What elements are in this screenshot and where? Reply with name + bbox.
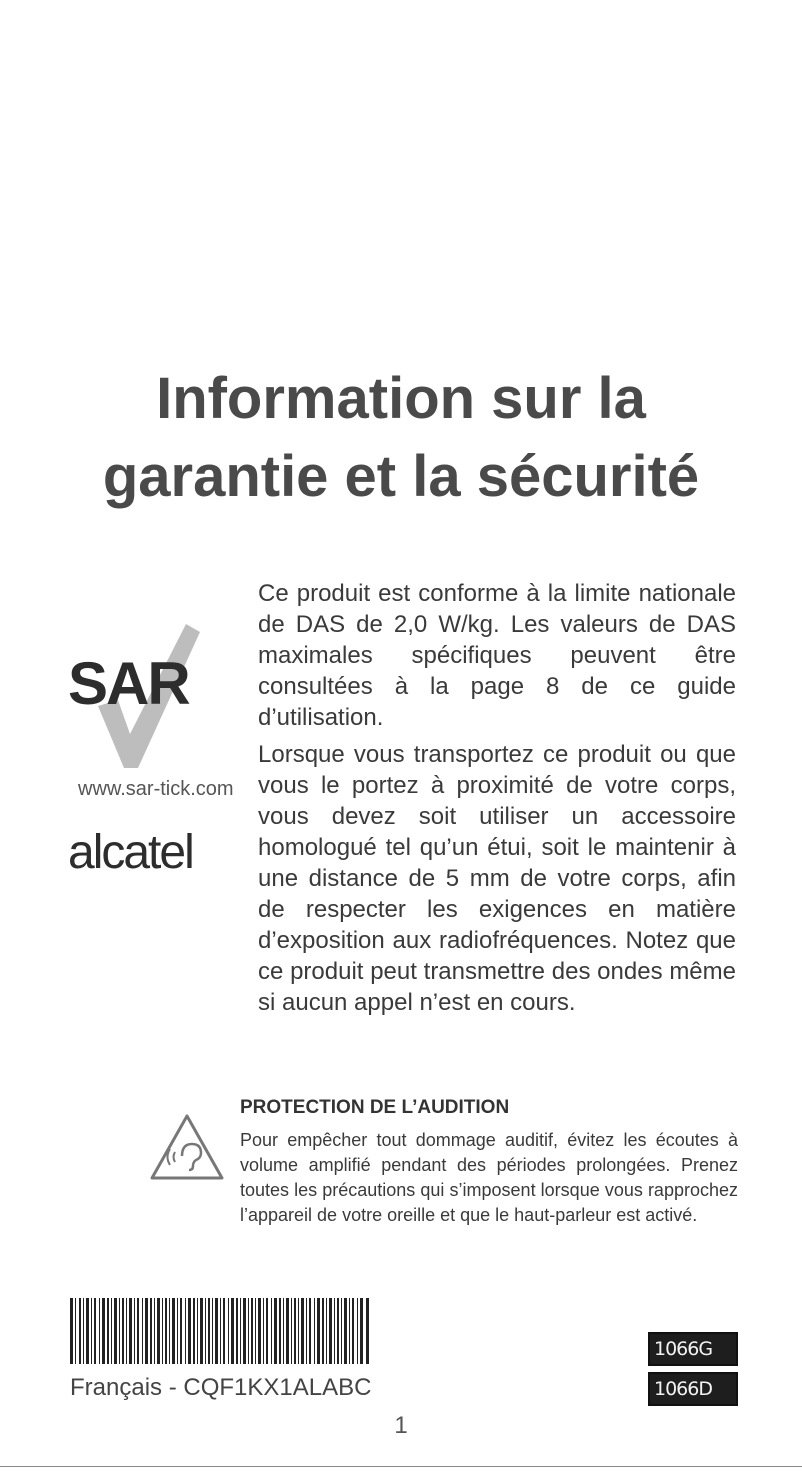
sar-logo bbox=[68, 622, 220, 770]
hearing-protection-text: Pour empêcher tout dommage auditif, évitez les écoutes à volume amplifié pendant des périodes prolongées. Prenez toutes les précautions qui s’imposent lorsque vous rapprochez l’appareil de votre oreille et que le haut-parleur est activé. bbox=[240, 1130, 738, 1225]
bottom-divider bbox=[0, 1466, 802, 1467]
paragraph-sar-limit: Ce produit est conforme à la limite nationale de DAS de 2,0 W/kg. Les valeurs de DAS maximales spécifiques peuvent être consultées à la page 8 de ce guide d’utilisation. bbox=[258, 580, 736, 731]
title-line-2: garantie et la sécurité bbox=[102, 444, 700, 509]
barcode bbox=[70, 1298, 370, 1364]
title-line-1: Information sur la bbox=[156, 366, 646, 431]
page-number: 1 bbox=[394, 1412, 408, 1439]
paragraph-body-distance: Lorsque vous transportez ce produit ou que vous le portez à proximité de votre corps, vous devez soit utiliser un accessoire homologué tel qu’un étui, soit le maintenir à une distance de 5 mm de votre corps, afin de respecter les exigences en matière d’exposition aux radiofréquences. Notez que ce produit peut transmettre des ondes même si aucun appel n’est en cours. bbox=[258, 741, 736, 1016]
language-product-code: Français - CQF1KX1ALABC bbox=[70, 1374, 372, 1401]
model-code-2: 1066D bbox=[648, 1372, 738, 1406]
hearing-warning-icon bbox=[148, 1112, 226, 1184]
alcatel-logo bbox=[68, 826, 250, 878]
model-codes bbox=[648, 1332, 738, 1412]
sar-info-text bbox=[258, 578, 736, 1024]
page-title bbox=[0, 360, 802, 516]
alcatel-logo-text: alcatel bbox=[68, 826, 193, 878]
model-code-1: 1066G bbox=[648, 1332, 738, 1366]
sar-url: www.sar-tick.com bbox=[78, 778, 234, 800]
sar-logo-text: SAR bbox=[68, 650, 189, 717]
hearing-protection-title: PROTECTION DE L’AUDITION bbox=[240, 1097, 510, 1118]
